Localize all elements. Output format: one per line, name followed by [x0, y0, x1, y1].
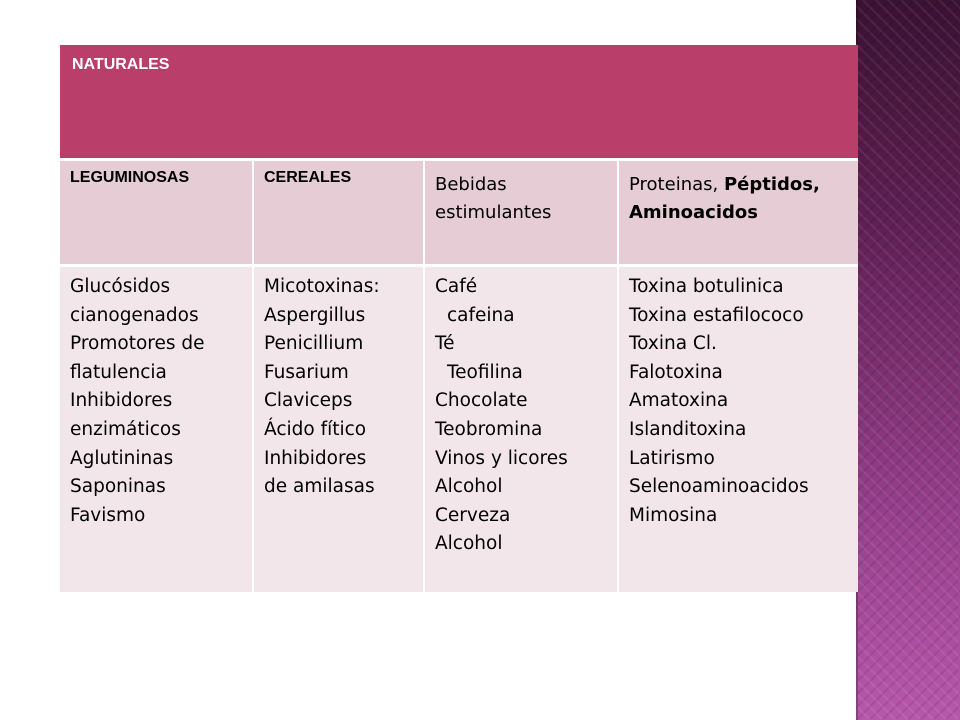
list-item: Latirismo — [629, 447, 715, 469]
list-item: Claviceps — [264, 390, 353, 412]
list-leguminosas — [70, 273, 242, 530]
header-proteinas-line1 — [629, 171, 848, 199]
list-item: Aspergillus — [264, 304, 366, 326]
table-title: NATURALES — [72, 56, 170, 73]
toxins-table — [60, 45, 858, 592]
header-cereales: CEREALES — [252, 158, 423, 264]
column-cereales — [252, 264, 423, 592]
list-item: Fusarium — [264, 361, 349, 383]
column-bebidas — [423, 264, 617, 592]
table-body-row — [60, 264, 858, 592]
list-item: Teobromina — [435, 418, 543, 440]
header-proteinas-part1: Proteinas, — [629, 174, 724, 195]
list-item: Toxina estafilococo — [629, 304, 804, 326]
list-item: cianogenados — [70, 304, 199, 326]
list-item: Favismo — [70, 504, 146, 526]
table-title-row — [60, 45, 858, 158]
column-proteinas — [617, 264, 858, 592]
list-item: Saponinas — [70, 476, 166, 498]
list-item: Aglutininas — [70, 447, 174, 469]
decorative-side-bar — [856, 0, 960, 720]
list-item: Vinos y licores — [435, 447, 568, 469]
list-item: Café — [435, 276, 478, 297]
header-leguminosas: LEGUMINOSAS — [60, 158, 252, 264]
list-item: Té — [435, 333, 455, 355]
list-item: Chocolate — [435, 390, 528, 412]
list-item: Falotoxina — [629, 361, 723, 383]
list-bebidas — [435, 273, 607, 559]
header-bebidas-line1: Bebidas — [435, 174, 507, 195]
header-bebidas — [423, 158, 617, 264]
header-bebidas-line2: estimulantes — [435, 202, 552, 223]
list-proteinas — [629, 273, 848, 530]
list-item: Inhibidores — [70, 390, 173, 412]
list-item: Mimosina — [629, 504, 718, 526]
list-item: Cerveza — [435, 504, 511, 526]
list-item: Ácido fítico — [264, 418, 367, 440]
column-leguminosas — [60, 264, 252, 592]
list-item: Glucósidos — [70, 276, 171, 297]
list-item: Alcohol — [435, 476, 503, 498]
list-item: Islanditoxina — [629, 418, 747, 440]
list-cereales — [264, 273, 413, 502]
table-header-row — [60, 158, 858, 264]
list-item: Selenoaminoacidos — [629, 476, 809, 498]
list-item: Teofilina — [447, 361, 523, 383]
list-item: cafeina — [447, 304, 515, 326]
header-proteinas — [617, 158, 858, 264]
list-item: flatulencia — [70, 361, 167, 383]
header-proteinas-part2: Péptidos, — [723, 174, 820, 195]
list-item: de amilasas — [264, 476, 375, 498]
list-item: Toxina botulinica — [629, 276, 784, 297]
list-item: Inhibidores — [264, 447, 367, 469]
list-item: Alcohol — [435, 533, 503, 555]
list-item: Penicillium — [264, 333, 364, 355]
list-item: Micotoxinas: — [264, 276, 380, 297]
header-proteinas-line2: Aminoacidos — [629, 202, 758, 223]
list-item: Promotores de — [70, 333, 205, 355]
list-item: Amatoxina — [629, 390, 729, 412]
list-item: enzimáticos — [70, 418, 181, 440]
list-item: Toxina Cl. — [629, 333, 717, 355]
